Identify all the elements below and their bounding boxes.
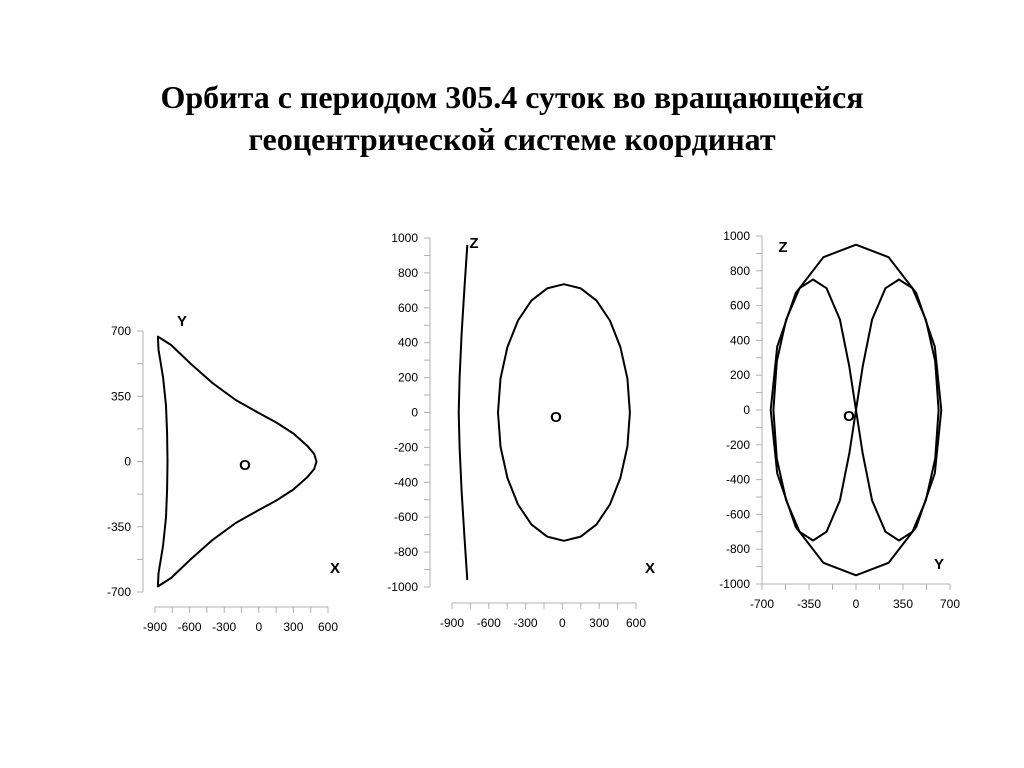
x-tick-label: -900	[439, 616, 465, 630]
x-tick-label: 0	[852, 597, 860, 611]
y-axis-name: Z	[778, 239, 788, 256]
y-tick-label: -600	[725, 507, 750, 522]
y-tick-label: -1000	[387, 580, 418, 594]
y-tick-label: 400	[397, 335, 418, 350]
x-tick-label: -600	[476, 616, 501, 630]
y-tick-label: 400	[729, 333, 750, 348]
orbit-curve-1	[498, 284, 630, 541]
x-tick-label: 700	[939, 597, 961, 611]
origin-label: O	[843, 408, 855, 425]
y-tick-label: 700	[110, 324, 131, 338]
title-line-2: геоцентрической системе координат	[248, 121, 776, 157]
y-tick-label: 1000	[391, 231, 418, 245]
x-tick-label: 0	[559, 616, 566, 630]
x-tick-label: -700	[749, 597, 775, 611]
x-axis-name: X	[644, 560, 656, 577]
y-tick-label: -400	[725, 472, 750, 487]
chart-yz-projection	[719, 229, 960, 611]
y-tick-label: 0	[124, 454, 131, 469]
x-tick-label: 600	[625, 616, 647, 630]
y-tick-label: 0	[743, 403, 750, 417]
y-tick-label: -1000	[719, 577, 750, 591]
y-axis-name: Z	[469, 235, 479, 252]
y-tick-label: -400	[393, 475, 418, 490]
y-axis-name: Y	[176, 313, 188, 330]
chart-xz-projection	[387, 231, 655, 630]
x-tick-label: -600	[177, 620, 202, 634]
y-tick-label: -350	[106, 519, 131, 534]
x-tick-label: 350	[892, 597, 914, 611]
y-tick-label: 200	[397, 370, 418, 385]
x-tick-label: -300	[513, 616, 538, 630]
y-tick-label: 600	[729, 298, 750, 313]
x-tick-label: 300	[283, 620, 304, 634]
x-tick-label: -300	[212, 620, 237, 634]
y-tick-label: -700	[106, 585, 131, 599]
orbit-curve-1	[158, 337, 317, 587]
title-line-1: Орбита с периодом 305.4 суток во вращающейся	[160, 79, 864, 115]
y-tick-label: -800	[725, 542, 750, 557]
y-tick-label: 600	[397, 300, 418, 315]
y-tick-label: -200	[393, 440, 418, 455]
x-tick-label: 600	[317, 620, 339, 634]
x-tick-label: 300	[589, 616, 610, 630]
chart-xy-projection	[107, 313, 340, 634]
x-axis-name: Y	[933, 556, 945, 573]
x-tick-label: 0	[255, 620, 263, 634]
x-tick-label: -900	[142, 620, 168, 634]
y-tick-label: 350	[110, 389, 131, 404]
x-tick-label: -350	[796, 597, 822, 611]
orbit-curve-2	[459, 245, 468, 580]
y-tick-label: 1000	[723, 229, 750, 243]
origin-label: O	[239, 457, 251, 474]
origin-label: O	[550, 409, 562, 426]
y-tick-label: -600	[393, 510, 418, 525]
y-tick-label: 800	[397, 265, 418, 280]
orbit-curve-2	[773, 280, 938, 541]
y-tick-label: -200	[725, 437, 750, 452]
y-tick-label: -800	[393, 545, 418, 560]
y-tick-label: 0	[411, 405, 418, 420]
x-axis-name: X	[329, 560, 341, 577]
y-tick-label: 200	[729, 368, 750, 383]
y-tick-label: 800	[729, 263, 750, 278]
